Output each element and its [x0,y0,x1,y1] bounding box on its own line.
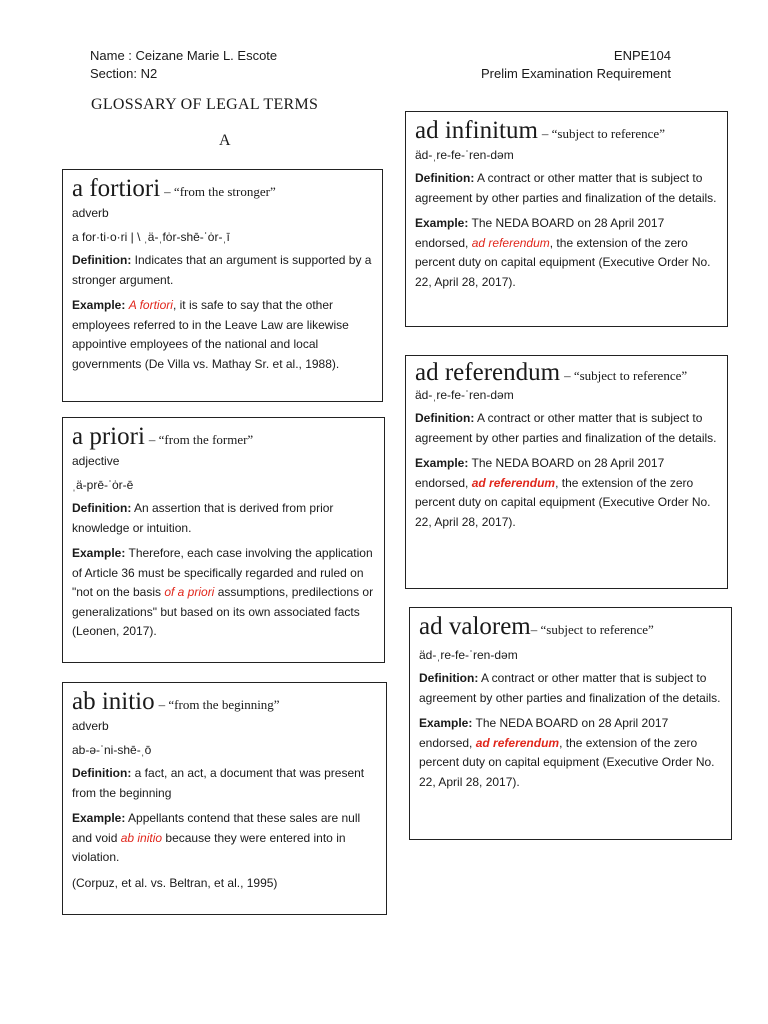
entry-card-ad-referendum [405,355,728,589]
term-meaning: “from the stronger” [173,184,276,199]
example-term: ad referendum [475,735,560,750]
example-term: ad referendum [471,235,550,250]
example-term: ad referendum [471,475,556,490]
definition-text: A contract or other matter that is subject to agreement by other parties and finalization of the details. [415,411,717,445]
term-heading: a fortiori – “from the stronger” [72,175,276,202]
term-meaning: “from the former” [158,432,254,447]
definition-text: A contract or other matter that is subject to agreement by other parties and finalization of the details. [419,671,721,705]
pronunciation: a for·ti·o·ri | \ ˌä-ˌfȯr-shē-ˈȯr-ˌī [72,230,230,244]
definition [415,169,718,208]
term-meaning: “from the beginning” [168,697,280,712]
example-text-after: because they were entered into in violation. [72,830,346,864]
example-label: Example: [419,716,473,730]
term-meaning: “subject to reference” [540,622,654,637]
entry-card-a-fortiori [62,169,383,402]
example-text-after: , it is safe to say that the other employees referred to in the Leave Law are likewise appointive employees of the national and local governments (De Villa vs. Mathay Sr. et al., 1988). [72,298,349,371]
definition-label: Definition: [72,253,132,267]
term-heading: ad infinitum – “subject to reference” [415,117,665,144]
term-heading: ad referendum – “subject to reference” [415,359,688,386]
term-name: ad referendum [415,359,561,386]
example-text-before: Appellants contend that these sales are null and void [72,811,361,845]
entry-card-a-priori [62,417,385,663]
definition-label: Definition: [72,501,132,515]
term-name: ad valorem [419,613,531,640]
example [419,714,722,792]
entry-card-ad-valorem [409,607,732,840]
part-of-speech: adverb [72,719,109,733]
requirement-label: Prelim Examination Requirement [480,66,671,81]
definition-text: A contract or other matter that is subject to agreement by other parties and finalization of the details. [415,171,717,205]
example [72,544,375,642]
entry-card-ab-initio [62,682,387,915]
example-label: Example: [415,216,469,230]
term-heading: a priori – “from the former” [72,423,254,450]
part-of-speech: adverb [72,206,109,220]
term-name: ab initio [72,688,155,715]
definition-text: Indicates that an argument is supported by a stronger argument. [72,253,372,287]
example-text-after: , the extension of the zero percent duty on capital equipment (Executive Order No. 22, April 28, 2017). [415,475,711,529]
pronunciation: äd-ˌre-fe-ˈren-dəm [415,388,514,402]
example [72,809,377,868]
course-info [481,47,671,83]
example-label: Example: [72,811,126,825]
part-of-speech: adjective [72,454,120,468]
section-letter: A [219,132,231,149]
term-heading: ad valorem– “subject to reference” [419,613,654,640]
example-text-after: , the extension of the zero percent duty on capital equipment (Executive Order No. 22, April 28, 2017). [415,235,711,289]
definition-label: Definition: [415,411,475,425]
definition [415,409,718,448]
definition-label: Definition: [419,671,479,685]
entry-card-ad-infinitum [405,111,728,327]
definition [72,764,377,803]
term-meaning: “subject to reference” [573,368,688,383]
document-title: GLOSSARY OF LEGAL TERMS [91,96,319,113]
definition [419,669,722,708]
pronunciation: ab-ə-ˈni-shē-ˌō [72,743,152,757]
example [415,454,718,532]
example-label: Example: [72,546,126,560]
example-term: A fortiori [128,298,173,312]
course-code: ENPE104 [613,48,671,63]
pronunciation: äd-ˌre-fe-ˈren-dəm [419,648,518,662]
example-label: Example: [415,456,469,470]
definition [72,499,375,538]
pronunciation: äd-ˌre-fe-ˈren-dəm [415,148,514,162]
definition-text: An assertion that is derived from prior knowledge or intuition. [72,501,334,535]
definition [72,251,373,290]
example-text-before: The NEDA BOARD on 28 April 2017 endorsed, [415,456,665,490]
example-text-before: The NEDA BOARD on 28 April 2017 endorsed, [415,216,665,250]
example-term: of a priori [164,585,215,599]
student-info [90,47,277,83]
example-term: ab initio [120,830,163,845]
student-section: Section: N2 [90,66,158,81]
definition-label: Definition: [415,171,475,185]
term-meaning: “subject to reference” [551,126,665,141]
example [415,214,718,292]
term-name: ad infinitum [415,117,538,144]
example-text-before: Therefore, each case involving the application of Article 36 must be specifically regarded and ruled on "not on the basis [72,546,373,599]
example-text-before: The NEDA BOARD on 28 April 2017 endorsed, [419,716,669,750]
example-label: Example: [72,298,126,312]
student-name: Name : Ceizane Marie L. Escote [90,48,278,63]
definition-label: Definition: [72,766,132,780]
example [72,296,373,374]
term-heading: ab initio – “from the beginning” [72,688,280,715]
example-text-after: , the extension of the zero percent duty on capital equipment (Executive Order No. 22, April 28, 2017). [419,735,715,789]
example-text-after: assumptions, predilections or generalizations" but based on its own associated facts (Leonen, 2017). [72,585,374,638]
term-name: a priori [72,423,145,450]
term-name: a fortiori [72,175,161,202]
citation: (Corpuz, et al. vs. Beltran, et al., 1995) [72,875,278,890]
definition-text: a fact, an act, a document that was present from the beginning [72,766,365,800]
pronunciation: ˌä-prē-ˈȯr-ē [72,478,134,492]
